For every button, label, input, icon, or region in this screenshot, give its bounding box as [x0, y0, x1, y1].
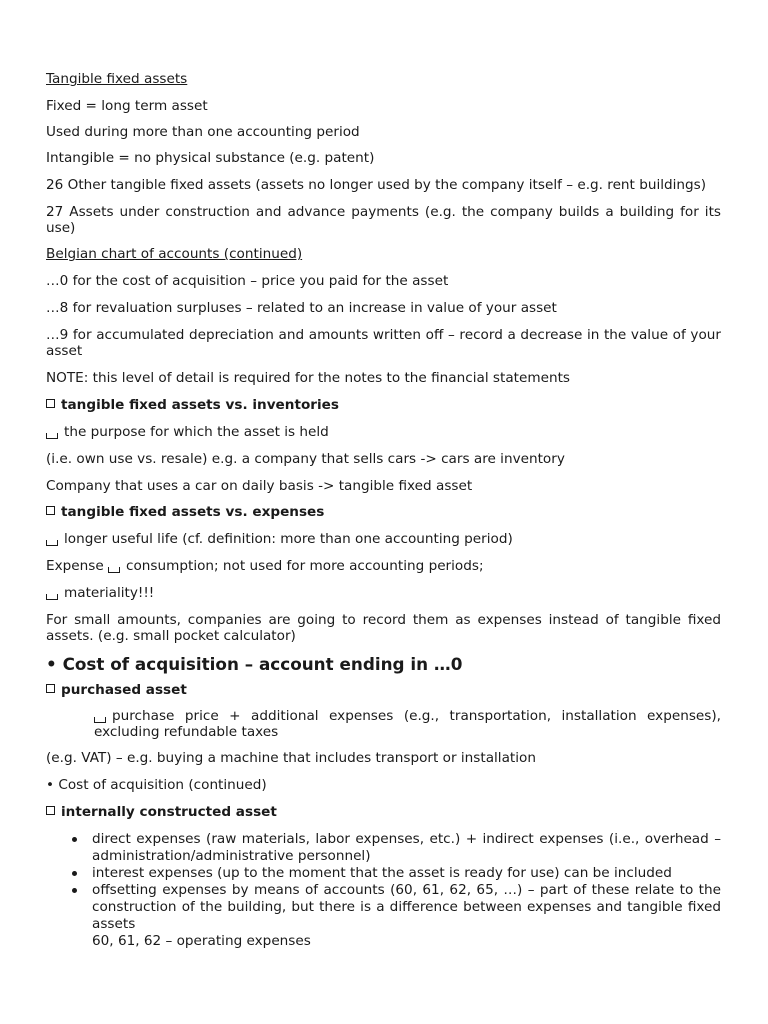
line-text: longer useful life (cf. definition: more than one accounting period): [64, 531, 513, 547]
square-bullet-icon: [46, 399, 55, 408]
subheading-text: tangible fixed assets vs. expenses: [61, 504, 325, 520]
line-text: consumption; not used for more accounting periods;: [126, 558, 484, 574]
list-item-subline: 60, 61, 62 – operating expenses: [92, 933, 311, 949]
line-26: 26 Other tangible fixed assets (assets no longer used by the company itself – e.g. rent buildings): [46, 177, 707, 193]
subheading-text: internally constructed asset: [61, 804, 277, 820]
line-cost-continued: • Cost of acquisition (continued): [46, 777, 267, 793]
heading-cost-of-acquisition: • Cost of acquisition – account ending in …0: [46, 654, 463, 674]
line-materiality: [46, 585, 721, 601]
bullet-dot-icon: [72, 888, 77, 893]
subheading-text: tangible fixed assets vs. inventories: [61, 397, 339, 413]
bullet-dot-icon: [72, 871, 77, 876]
document-page: [46, 71, 721, 950]
bullet-list: [46, 831, 721, 950]
line-vat: (e.g. VAT) – e.g. buying a machine that includes transport or installation: [46, 750, 536, 766]
subheading-vs-expenses: [46, 504, 721, 520]
subheading-internally-constructed: [46, 804, 721, 820]
line-8: …8 for revaluation surpluses – related to an increase in value of your asset: [46, 300, 557, 316]
subheading-text: purchased asset: [61, 682, 187, 698]
line-own-use: (i.e. own use vs. resale) e.g. a company that sells cars -> cars are inventory: [46, 451, 565, 467]
line-27: 27 Assets under construction and advance payments (e.g. the company builds a building for its use): [46, 204, 721, 236]
line-used: Used during more than one accounting period: [46, 124, 360, 140]
list-item: [46, 882, 721, 950]
arrow-icon: [46, 433, 58, 439]
line-text: purchase price + additional expenses (e.g., transportation, installation expenses), excluding refundable taxes: [94, 708, 721, 740]
list-item-text: offsetting expenses by means of accounts (60, 61, 62, 65, …) – part of these relate to the construction of the building, but there is a difference between expenses and tangible fixed assets: [92, 882, 721, 932]
line-longer-useful-life: [46, 531, 721, 547]
line-text: Expense: [46, 558, 104, 574]
arrow-icon: [46, 594, 58, 600]
line-purchase-price: [46, 708, 721, 740]
line-9: …9 for accumulated depreciation and amounts written off – record a decrease in the value of your asset: [46, 327, 721, 359]
line-text: materiality!!!: [64, 585, 155, 601]
bullet-dot-icon: [72, 837, 77, 842]
list-item: [46, 865, 721, 882]
heading-belgian-chart: Belgian chart of accounts (continued): [46, 246, 303, 262]
line-purpose: [46, 424, 721, 440]
arrow-icon: [46, 540, 58, 546]
line-text: the purpose for which the asset is held: [64, 424, 329, 440]
arrow-icon: [94, 717, 106, 723]
square-bullet-icon: [46, 506, 55, 515]
list-item-text: interest expenses (up to the moment that the asset is ready for use) can be included: [92, 865, 672, 881]
list-item: [46, 831, 721, 865]
line-note: NOTE: this level of detail is required for the notes to the financial statements: [46, 370, 570, 386]
line-expense: [46, 558, 721, 574]
line-small-amounts: For small amounts, companies are going to record them as expenses instead of tangible fixed assets. (e.g. small pocket calculator): [46, 612, 721, 644]
subheading-vs-inventories: [46, 397, 721, 413]
square-bullet-icon: [46, 684, 55, 693]
square-bullet-icon: [46, 806, 55, 815]
list-item-text: direct expenses (raw materials, labor expenses, etc.) + indirect expenses (i.e., overhead – administration/administrative personnel): [92, 831, 721, 864]
line-0: …0 for the cost of acquisition – price you paid for the asset: [46, 273, 449, 289]
line-company-car: Company that uses a car on daily basis -> tangible fixed asset: [46, 478, 473, 494]
subheading-purchased-asset: [46, 682, 721, 698]
line-fixed: Fixed = long term asset: [46, 98, 208, 114]
line-intangible: Intangible = no physical substance (e.g. patent): [46, 150, 375, 166]
arrow-icon: [108, 567, 120, 573]
heading-tangible-fixed-assets: Tangible fixed assets: [46, 71, 188, 87]
